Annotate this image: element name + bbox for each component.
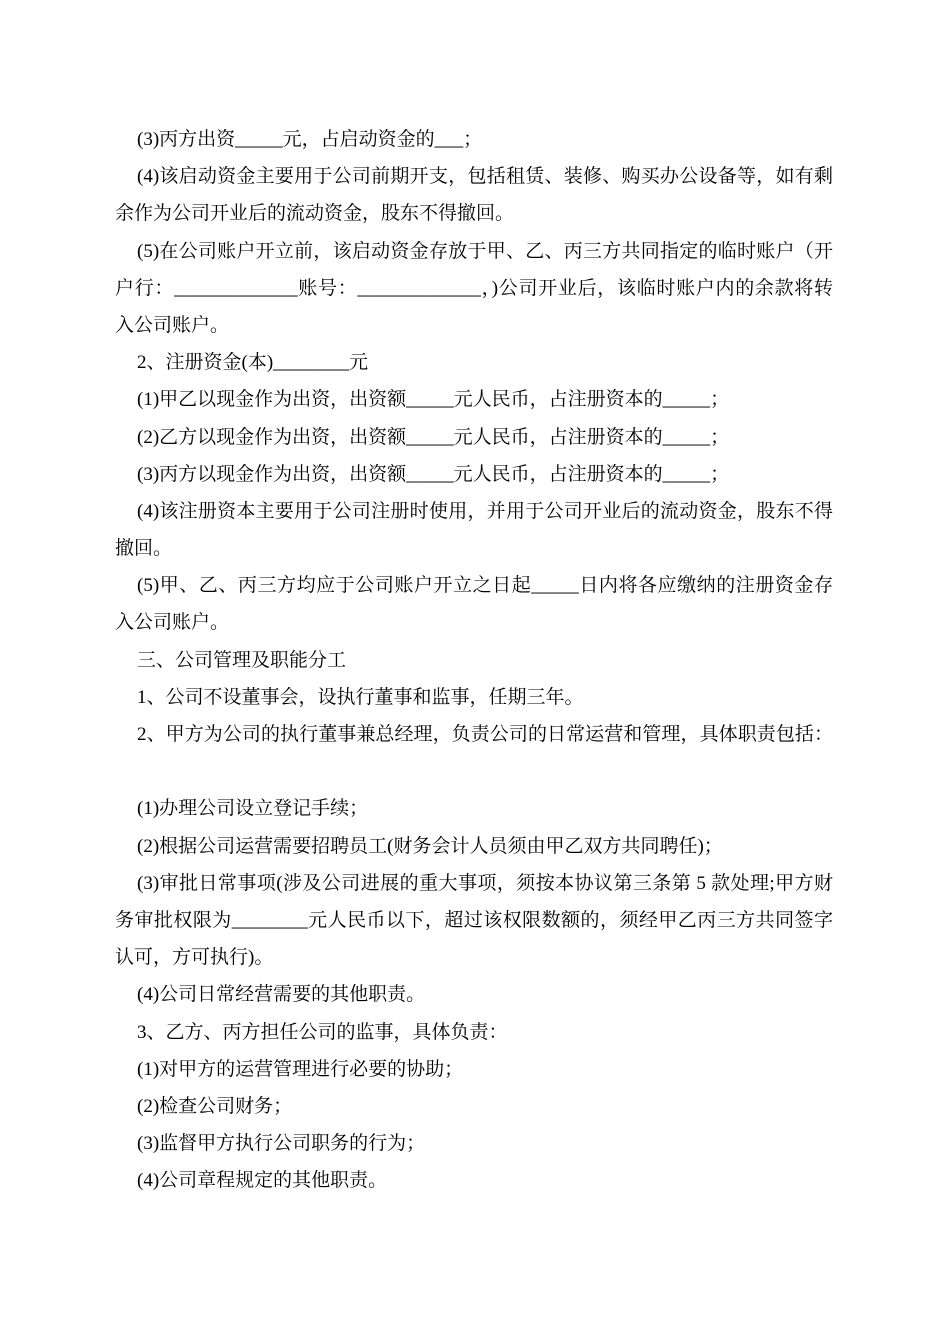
blank-line xyxy=(115,753,833,790)
registered-capital-item-2: (2)乙方以现金作为出资，出资额_____元人民币，占注册资本的_____； xyxy=(137,426,730,448)
management-clause-2: 2、甲方为公司的执行董事兼总经理，负责公司的日常运营和管理，具体职责包括： xyxy=(137,724,833,745)
supervisor-duty-2: (2)检查公司财务； xyxy=(137,1095,293,1117)
section-heading: 三、公司管理及职能分工 xyxy=(137,649,347,671)
party-a-duty-3-line-1: (3)审批日常事项(涉及公司进展的重大事项，须按本协议第三条第 5 款处理;甲方财 xyxy=(137,872,833,894)
startup-capital-item-5-line-1: (5)在公司账户开立前，该启动资金存放于甲、乙、丙三方共同指定的临时账户（开 xyxy=(137,240,833,262)
party-a-duty-3-line-2: 务审批权限为________元人民币以下，超过该权限数额的，须经甲乙丙三方共同签字 xyxy=(115,909,833,931)
supervisor-duty-4: (4)公司章程规定的其他职责。 xyxy=(137,1170,388,1192)
supervisor-duty-3: (3)监督甲方执行公司职务的行为； xyxy=(137,1133,426,1155)
startup-capital-item-5-line-3: 入公司账户。 xyxy=(115,314,230,336)
supervisor-duty-1: (1)对甲方的运营管理进行必要的协助； xyxy=(137,1058,464,1080)
startup-capital-item-3: (3)丙方出资_____元，占启动资金的___； xyxy=(137,129,483,150)
registered-capital-item-3: (3)丙方以现金作为出资，出资额_____元人民币，占注册资本的_____； xyxy=(137,463,730,485)
startup-capital-item-4-line-1: (4)该启动资金主要用于公司前期开支，包括租赁、装修、购买办公设备等，如有剩 xyxy=(137,166,833,188)
registered-capital-heading: 2、注册资金(本)________元 xyxy=(137,352,369,374)
startup-capital-item-4-line-2: 余作为公司开业后的流动资金，股东不得撤回。 xyxy=(115,203,515,225)
management-clause-1: 1、公司不设董事会，设执行董事和监事，任期三年。 xyxy=(137,686,584,708)
management-clause-3: 3、乙方、丙方担任公司的监事，具体负责： xyxy=(137,1021,508,1043)
startup-capital-item-5-line-2: 户行：_____________账号：_____________，)公司开业后，该临时账户内的余款将转 xyxy=(115,277,833,299)
registered-capital-item-5-line-1: (5)甲、乙、丙三方均应于公司账户开立之日起_____日内将各应缴纳的注册资金存 xyxy=(137,575,833,597)
party-a-duty-2: (2)根据公司运营需要招聘员工(财务会计人员须由甲乙双方共同聘任)； xyxy=(137,835,723,857)
party-a-duty-3-line-3: 认可，方可执行)。 xyxy=(115,947,274,969)
registered-capital-item-4-line-2: 撤回。 xyxy=(115,538,173,560)
registered-capital-item-5-line-2: 入公司账户。 xyxy=(115,612,230,634)
registered-capital-item-4-line-1: (4)该注册资本主要用于公司注册时使用，并用于公司开业后的流动资金，股东不得 xyxy=(137,500,833,522)
registered-capital-item-1: (1)甲乙以现金作为出资，出资额_____元人民币，占注册资本的_____； xyxy=(137,389,730,411)
party-a-duty-4: (4)公司日常经营需要的其他职责。 xyxy=(137,984,426,1006)
document-body xyxy=(115,121,833,1199)
party-a-duty-1: (1)办理公司设立登记手续； xyxy=(137,798,369,820)
